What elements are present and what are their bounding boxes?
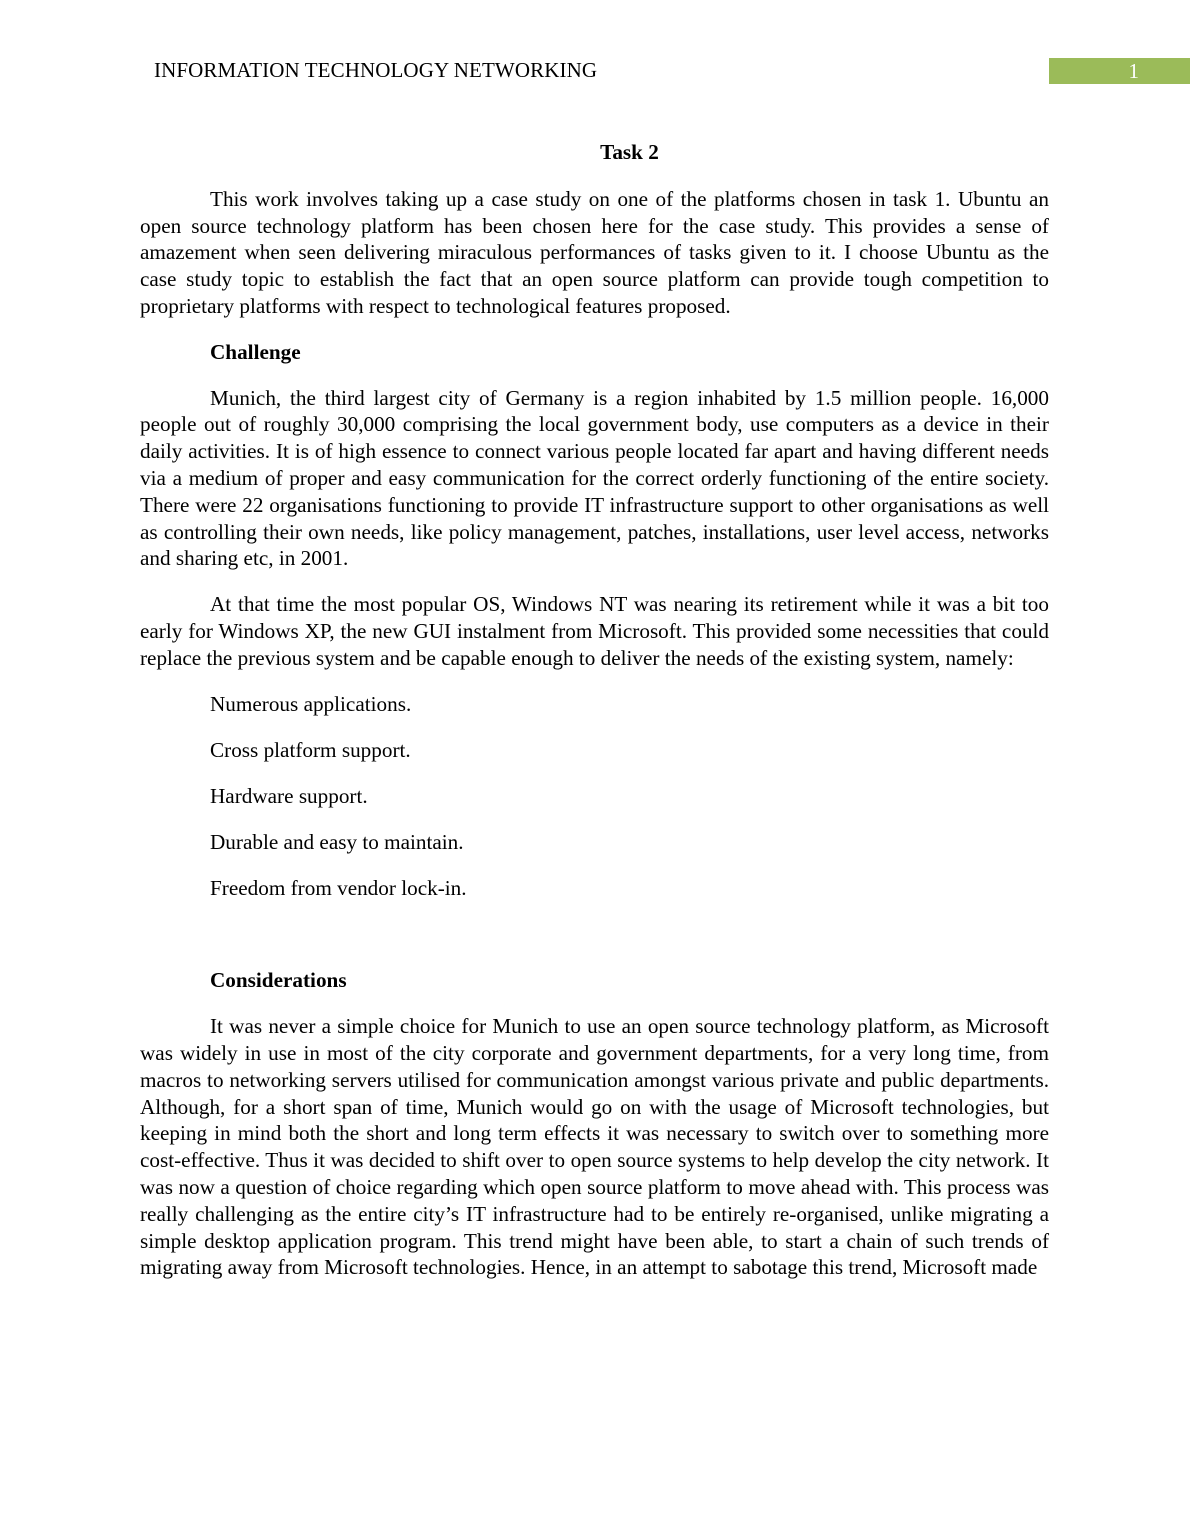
running-header-title: INFORMATION TECHNOLOGY NETWORKING — [154, 58, 598, 82]
list-item: Cross platform support. — [210, 737, 411, 762]
blank-line — [140, 921, 1049, 967]
list-item: Freedom from vendor lock-in. — [210, 876, 467, 901]
challenge-paragraph-2: At that time the most popular OS, Windows NT was nearing its retirement while it was a bit too early for Windows XP, the new GUI instalment from Microsoft. This provided some necessities that could replace the previous system and be capable enough to deliver the needs of the existing system, namely: — [140, 592, 1049, 670]
page-number: 1 — [1128, 59, 1139, 83]
page-number-badge — [1049, 58, 1190, 84]
requirements-list — [140, 691, 1049, 903]
list-item: Durable and easy to maintain. — [210, 830, 464, 855]
list-item: Numerous applications. — [210, 691, 412, 716]
document-body — [140, 139, 1049, 1300]
page-header — [0, 56, 1190, 84]
challenge-heading: Challenge — [210, 339, 301, 364]
intro-paragraph: This work involves taking up a case study on one of the platforms chosen in task 1. Ubuntu an open source technology platform has been chosen here for the case study. This provides a sense of amazement when seen delivering miraculous performances of tasks given to it. I choose Ubuntu as the case study topic to establish the fact that an open source platform can provide tough competition to proprietary platforms with respect to technological features proposed. — [140, 186, 1049, 318]
list-item: Hardware support. — [210, 783, 368, 808]
considerations-paragraph: It was never a simple choice for Munich to use an open source technology platform, as Microsoft was widely in use in most of the city corporate and government departments, for a very long time, from macros to networking servers utilised for communication amongst various private and public departments. Although, for a short span of time, Munich would go on with the usage of Microsoft technologies, but keeping in mind both the short and long term effects it was necessary to switch over to something more cost-effective. Thus it was decided to shift over to open source systems to help develop the city network. It was now a question of choice regarding which open source platform to move ahead with. This process was really challenging as the entire city’s IT infrastructure had to be entirely re-organised, unlike migrating a simple desktop application program. This trend might have been able, to start a chain of such trends of migrating away from Microsoft technologies. Hence, in an attempt to sabotage this trend, Microsoft made — [140, 1014, 1049, 1280]
challenge-paragraph-1: Munich, the third largest city of Germany is a region inhabited by 1.5 million people. 16,000 people out of roughly 30,000 comprising the local government body, use computers as a device in their daily activities. It is of high essence to connect various people located far apart and having different needs via a medium of proper and easy communication for the correct orderly functioning of the entire society. There were 22 organisations functioning to provide IT infrastructure support to other organisations as well as controlling their own needs, like policy management, patches, installations, user level access, networks and sharing etc, in 2001. — [140, 385, 1049, 571]
considerations-heading: Considerations — [210, 968, 347, 993]
task-heading: Task 2 — [600, 140, 659, 164]
